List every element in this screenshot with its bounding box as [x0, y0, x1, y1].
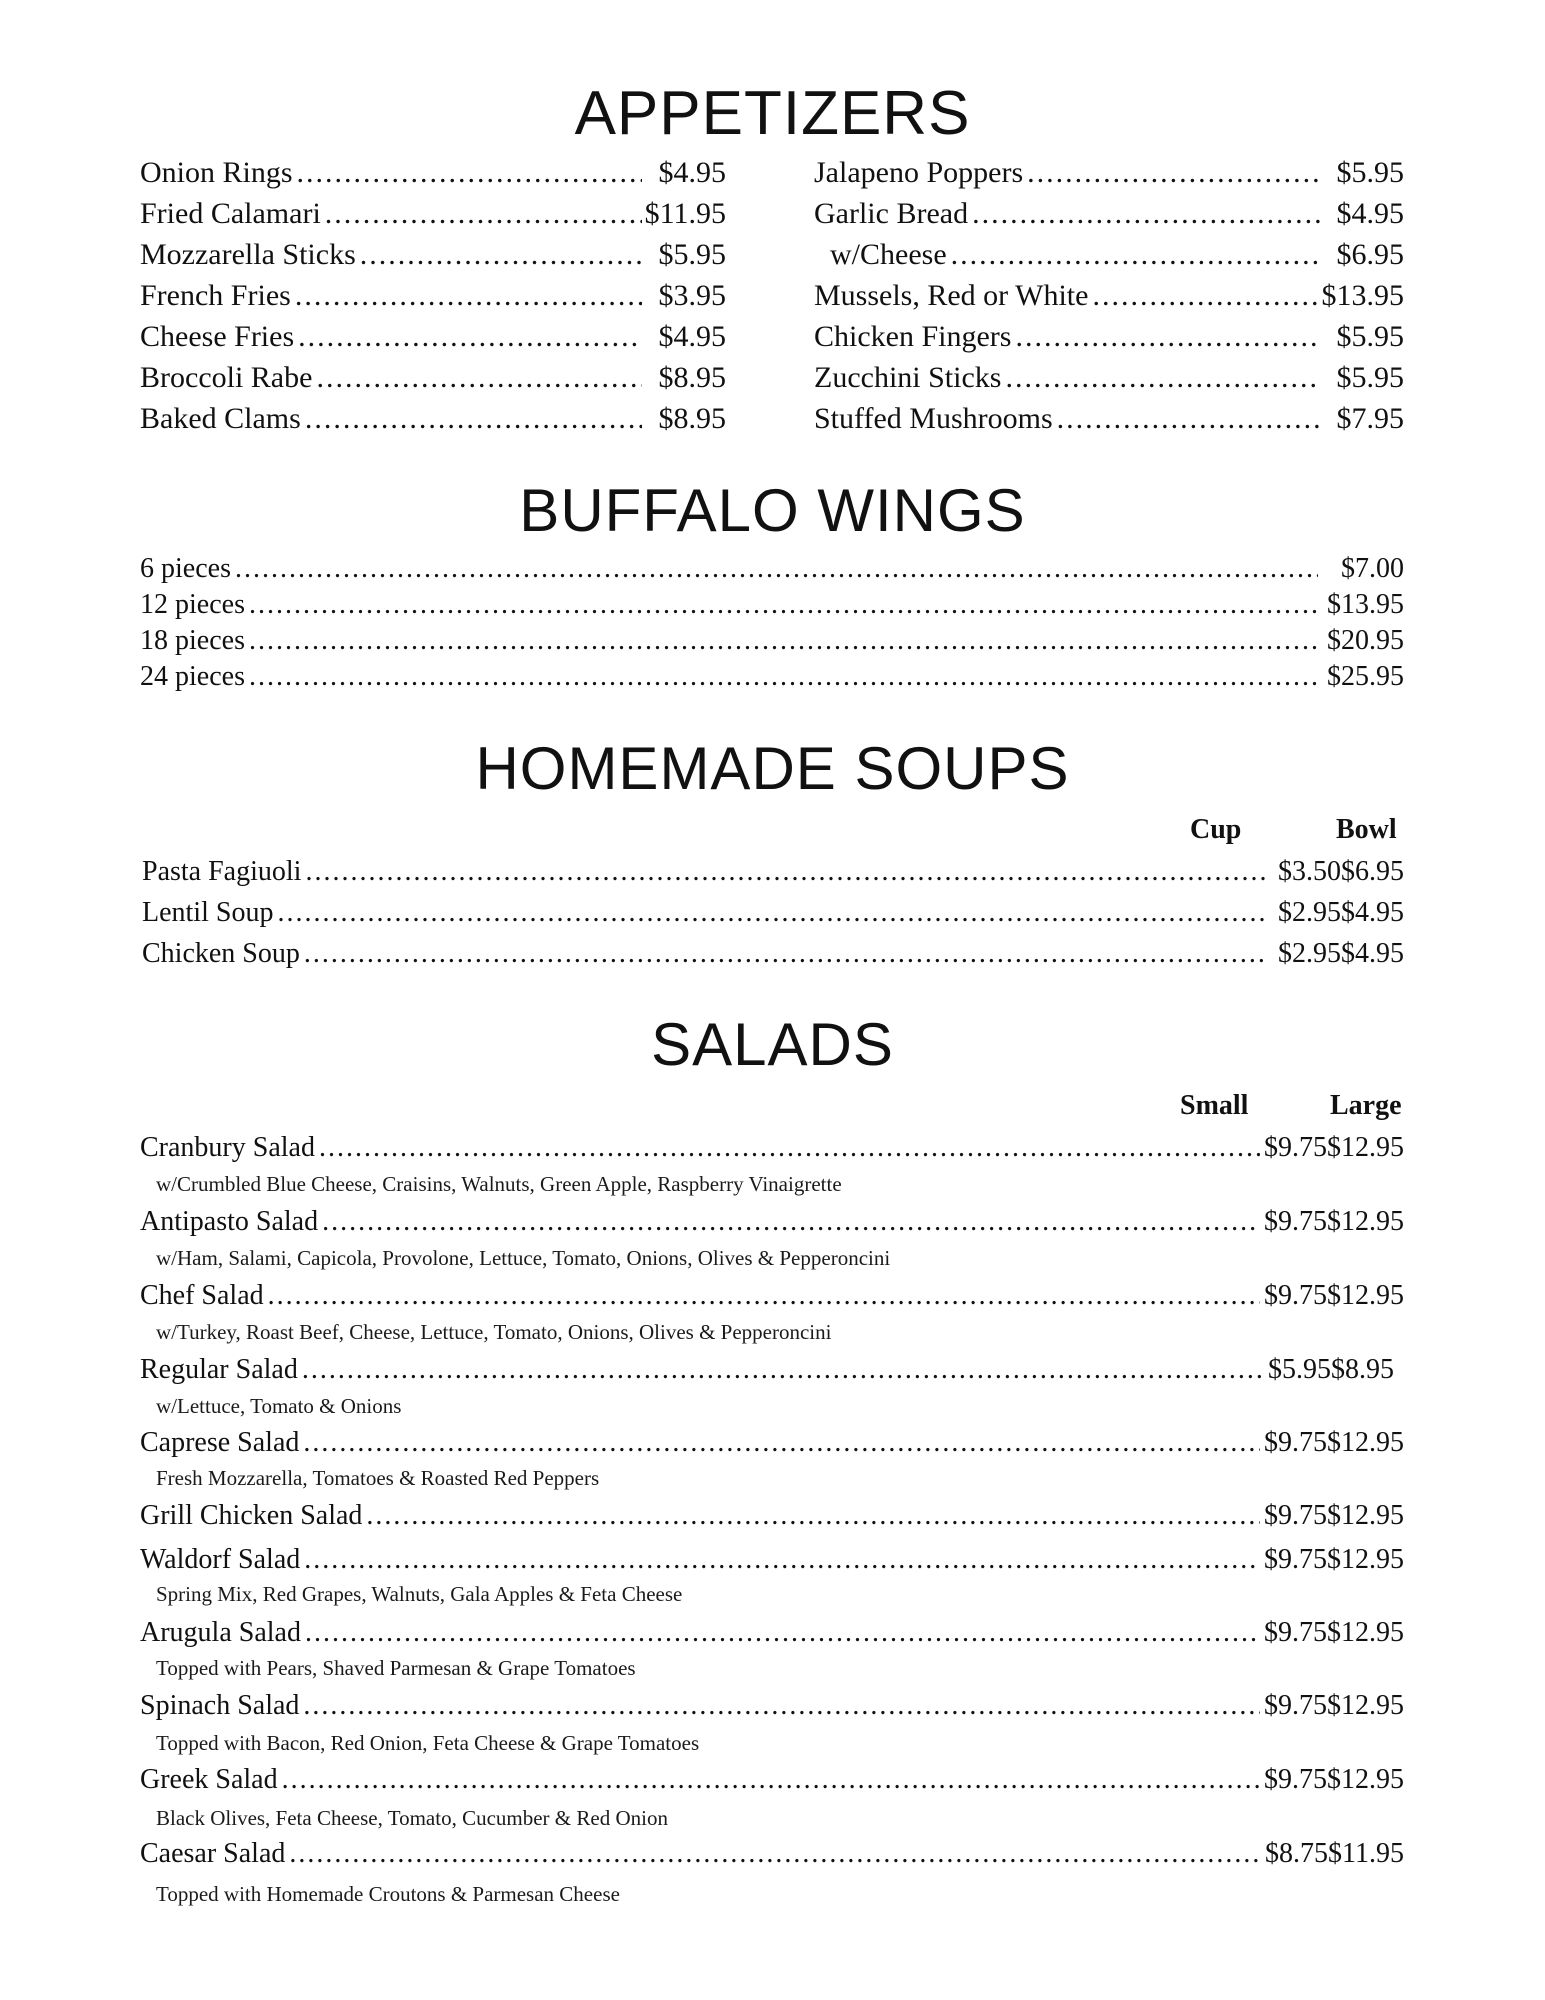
item-price: $4.95 — [658, 156, 726, 189]
item-name: Baked Clams — [140, 402, 301, 435]
item-name: Garlic Bread — [814, 197, 969, 230]
bowl-price: $4.95 — [1341, 938, 1404, 969]
leader-dots — [360, 240, 642, 272]
item-name: Stuffed Mushrooms — [814, 402, 1053, 435]
appetizer-item — [814, 279, 1404, 313]
large-price: $12.95 — [1327, 1132, 1404, 1163]
item-price: $5.95 — [1336, 156, 1404, 189]
leader-dots — [1015, 322, 1320, 354]
item-description: w/Lettuce, Tomato & Onions — [156, 1394, 402, 1418]
salad-item — [140, 1838, 1404, 1870]
leader-dots — [298, 322, 642, 354]
leader-dots — [303, 1429, 1260, 1458]
item-price: $7.95 — [1336, 402, 1404, 435]
salad-item — [140, 1500, 1404, 1532]
appetizer-item — [140, 156, 726, 190]
item-description: w/Ham, Salami, Capicola, Provolone, Lettuce, Tomato, Onions, Olives & Pepperoncini — [156, 1246, 891, 1270]
item-price: $8.95 — [658, 361, 726, 394]
leader-dots — [305, 404, 642, 436]
appetizer-item — [140, 197, 726, 231]
item-name: Pasta Fagiuoli — [142, 856, 302, 887]
large-price: $8.95 — [1331, 1354, 1394, 1385]
salad-item — [140, 1206, 1404, 1238]
wings-item — [140, 553, 1404, 585]
item-price: $13.95 — [1327, 589, 1404, 620]
leader-dots — [302, 1356, 1264, 1385]
item-name: French Fries — [140, 279, 291, 312]
item-name: Spinach Salad — [140, 1690, 300, 1721]
leader-dots — [305, 1619, 1260, 1648]
leader-dots — [1005, 363, 1320, 395]
item-name: Arugula Salad — [140, 1617, 301, 1648]
leader-dots — [282, 1766, 1260, 1795]
item-description: Topped with Bacon, Red Onion, Feta Cheese & Grape Tomatoes — [156, 1731, 700, 1755]
leader-dots — [305, 858, 1266, 887]
item-description: Fresh Mozzarella, Tomatoes & Roasted Red Peppers — [156, 1466, 600, 1490]
appetizer-item — [814, 156, 1404, 190]
item-description: Topped with Pears, Shaved Parmesan & Grape Tomatoes — [156, 1656, 636, 1680]
leader-dots — [297, 158, 642, 190]
item-name: Greek Salad — [140, 1764, 278, 1795]
large-price: $12.95 — [1327, 1690, 1404, 1721]
large-price: $12.95 — [1327, 1764, 1404, 1795]
leader-dots — [319, 1134, 1260, 1163]
leader-dots — [235, 555, 1318, 584]
item-price: $6.95 — [1336, 238, 1404, 271]
item-name: Chicken Fingers — [814, 320, 1012, 353]
large-price: $12.95 — [1327, 1427, 1404, 1458]
item-name: 18 pieces — [140, 625, 245, 656]
item-description: w/Crumbled Blue Cheese, Craisins, Walnuts, Green Apple, Raspberry Vinaigrette — [156, 1172, 842, 1196]
item-price: $25.95 — [1327, 661, 1404, 692]
item-name: Waldorf Salad — [140, 1544, 301, 1575]
leader-dots — [366, 1502, 1260, 1531]
salad-item — [140, 1354, 1404, 1386]
leader-dots — [277, 899, 1266, 928]
salad-item — [140, 1617, 1404, 1649]
small-column-header: Small — [1180, 1090, 1249, 1121]
item-description: Spring Mix, Red Grapes, Walnuts, Gala Apples & Feta Cheese — [156, 1582, 683, 1606]
wings-item — [140, 625, 1404, 657]
large-price: $12.95 — [1327, 1544, 1404, 1575]
item-name: Broccoli Rabe — [140, 361, 313, 394]
large-price: $12.95 — [1327, 1280, 1404, 1311]
appetizer-item — [814, 361, 1404, 395]
large-price: $12.95 — [1327, 1500, 1404, 1531]
salad-item — [140, 1132, 1404, 1164]
item-price: $13.95 — [1321, 279, 1404, 312]
cup-price: $2.95 — [1278, 897, 1341, 928]
item-price: $5.95 — [658, 238, 726, 271]
appetizers-heading: APPETIZERS — [574, 79, 971, 148]
soup-item — [142, 938, 1404, 970]
item-name: Mussels, Red or White — [814, 279, 1089, 312]
leader-dots — [316, 363, 642, 395]
soup-item — [142, 856, 1404, 888]
leader-dots — [325, 199, 642, 231]
appetizer-item — [140, 320, 726, 354]
soup-item — [142, 897, 1404, 929]
salad-item — [140, 1427, 1404, 1459]
small-price: $9.75 — [1264, 1764, 1327, 1795]
item-name: Mozzarella Sticks — [140, 238, 356, 271]
item-price: $11.95 — [644, 197, 726, 230]
appetizer-item — [140, 238, 726, 272]
wings-item — [140, 661, 1404, 693]
item-price: $20.95 — [1327, 625, 1404, 656]
item-description: w/Turkey, Roast Beef, Cheese, Lettuce, Tomato, Onions, Olives & Pepperoncini — [156, 1320, 832, 1344]
small-price: $9.75 — [1264, 1500, 1327, 1531]
large-price: $12.95 — [1327, 1617, 1404, 1648]
small-price: $9.75 — [1264, 1690, 1327, 1721]
item-name: Jalapeno Poppers — [814, 156, 1024, 189]
item-name: Chicken Soup — [142, 938, 300, 969]
salads-heading: SALADS — [651, 1011, 894, 1078]
leader-dots — [295, 281, 642, 313]
leader-dots — [322, 1208, 1260, 1237]
appetizer-item — [140, 361, 726, 395]
item-price: $4.95 — [1336, 197, 1404, 230]
item-description: Black Olives, Feta Cheese, Tomato, Cucumber & Red Onion — [156, 1806, 668, 1830]
leader-dots — [304, 1546, 1260, 1575]
leader-dots — [951, 240, 1320, 272]
leader-dots — [972, 199, 1320, 231]
item-name: 24 pieces — [140, 661, 245, 692]
leader-dots — [303, 1692, 1260, 1721]
item-name: Lentil Soup — [142, 897, 274, 928]
item-name: Antipasto Salad — [140, 1206, 319, 1237]
small-price: $9.75 — [1264, 1617, 1327, 1648]
item-name: Grill Chicken Salad — [140, 1500, 363, 1531]
appetizer-item — [140, 279, 726, 313]
salad-item — [140, 1764, 1404, 1796]
item-name: Fried Calamari — [140, 197, 321, 230]
cup-price: $2.95 — [1278, 938, 1341, 969]
bowl-price: $4.95 — [1341, 897, 1404, 928]
item-name: Zucchini Sticks — [814, 361, 1002, 394]
salad-item — [140, 1280, 1404, 1312]
item-name: Caesar Salad — [140, 1838, 286, 1869]
homemade-soups-heading: HOMEMADE SOUPS — [475, 735, 1070, 802]
large-price: $12.95 — [1327, 1206, 1404, 1237]
item-price: $8.95 — [658, 402, 726, 435]
item-name: w/Cheese — [830, 238, 947, 271]
small-price: $9.75 — [1264, 1206, 1327, 1237]
item-name: Caprese Salad — [140, 1427, 300, 1458]
small-price: $9.75 — [1264, 1280, 1327, 1311]
leader-dots — [289, 1840, 1261, 1869]
appetizer-item — [814, 402, 1404, 436]
bowl-price: $6.95 — [1341, 856, 1404, 887]
item-price: $7.00 — [1341, 553, 1404, 584]
leader-dots — [249, 627, 1318, 656]
appetizer-item — [814, 197, 1404, 231]
cup-price: $3.50 — [1278, 856, 1341, 887]
salad-item — [140, 1690, 1404, 1722]
item-name: Cheese Fries — [140, 320, 295, 353]
item-name: Onion Rings — [140, 156, 293, 189]
leader-dots — [268, 1282, 1260, 1311]
item-price: $5.95 — [1336, 320, 1404, 353]
leader-dots — [1027, 158, 1320, 190]
small-price: $8.75 — [1265, 1838, 1329, 1869]
small-price: $9.75 — [1264, 1544, 1327, 1575]
wings-item — [140, 589, 1404, 621]
large-column-header: Large — [1330, 1090, 1402, 1121]
item-name: Regular Salad — [140, 1354, 298, 1385]
small-price: $9.75 — [1264, 1427, 1327, 1458]
appetizer-item — [814, 320, 1404, 354]
cup-column-header: Cup — [1190, 814, 1242, 845]
buffalo-wings-heading: BUFFALO WINGS — [519, 477, 1026, 544]
item-name: 6 pieces — [140, 553, 231, 584]
item-price: $4.95 — [658, 320, 726, 353]
leader-dots — [1092, 281, 1320, 313]
item-description: Topped with Homemade Croutons & Parmesan Cheese — [156, 1882, 620, 1906]
large-price: $11.95 — [1328, 1838, 1404, 1869]
salad-item — [140, 1544, 1404, 1576]
item-name: Chef Salad — [140, 1280, 264, 1311]
item-name: Cranbury Salad — [140, 1132, 315, 1163]
appetizer-item — [830, 238, 1404, 272]
appetizer-item — [140, 402, 726, 436]
bowl-column-header: Bowl — [1336, 814, 1397, 845]
item-name: 12 pieces — [140, 589, 245, 620]
small-price: $5.95 — [1268, 1354, 1331, 1385]
item-price: $5.95 — [1336, 361, 1404, 394]
small-price: $9.75 — [1264, 1132, 1327, 1163]
leader-dots — [249, 591, 1318, 620]
item-price: $3.95 — [658, 279, 726, 312]
leader-dots — [249, 663, 1318, 692]
leader-dots — [1057, 404, 1320, 436]
leader-dots — [304, 940, 1266, 969]
